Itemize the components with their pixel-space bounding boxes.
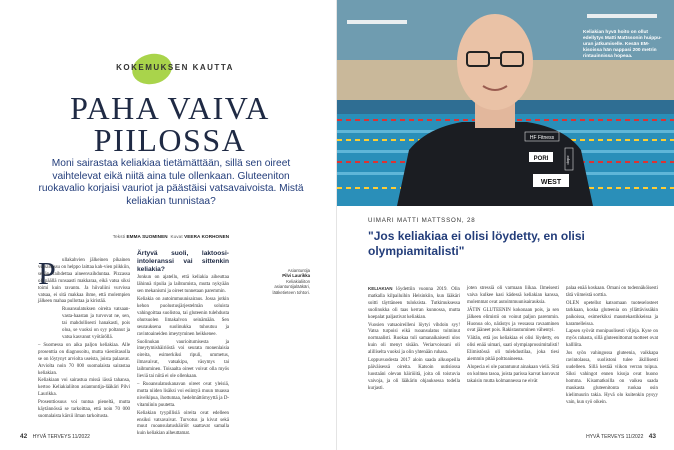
shirt-logo-4: dopo (565, 155, 570, 165)
paragraph: Suolinukan vaurioitumisesta ja imeytymishäiriöstä voi seurata monenlaisia oireita, esimerkiksi ripuli, ummetus, ilmavaivat, vatsakipu, väsymys tai laihtuminen. Toisaalta oireet voivat olla myös lieviä tai niitä ei ole ollenkaan. (137, 339, 229, 380)
photo-caption: Keliakian hyvä hoito on ollut edellytys Matti Mattssonin huippu-uran jatkumiselle. Kesän EM-kisoissa hän nappasi 200 metrin rintauinnissa hopeaa. (583, 30, 662, 59)
interview-column-3 (566, 286, 658, 407)
paragraph: – Suomessa on aika paljon keliakiaa. Alle prosenttia on diagnosoitu, mutta väestötasolla se on löytynyt arviolta useista, joista palaavat. Arviolta noin 70 000 suomalaista sairastaa keliakian. (38, 342, 130, 376)
magazine-issue-right: HYVÄ TERVEYS 11/2022 (586, 434, 644, 440)
byline-text-label: Teksti (112, 234, 126, 239)
section-kicker (110, 54, 240, 84)
page-number-right: 43 (648, 433, 656, 440)
body-column-2 (137, 250, 229, 439)
paragraph: Jonkun on ajatellu, että keliakia aiheuttaa lähinnä ripulia ja laihtumista, mutta nykyään sen mekanismi ja oireet tunnetaan paremmin. (137, 275, 229, 295)
byline-author: EMMA SUOMINEN (126, 234, 168, 239)
folio-right (586, 433, 656, 440)
paragraph: – Ruoansulatuskanavan oireet ovat yleisiä, mutta niiden lisäksi voi esiintyä muun muassa nivelkipua, ihottumaa, hedelmättömyyttä ja D-vitamiinin puutetta. (137, 381, 229, 408)
paragraph: palaa enää koskaan. Omani on todennäköisesti tätä viimeistä sorttia. (566, 286, 658, 298)
paragraph: Prosenttiosuus voi tuntua pieneltä, mutta käytännössä se tarkoittaa, että noin 70 000 suomalaista kärsii ilman tarkoitusta. (38, 400, 130, 419)
paragraph: JÄTIN GLUTEENIN kokonaan pois, ja sen jälkeen elimistö on voinut paljon paremmin. Huonoa olo, närästys ja vessassa ravaaminen ovat jääneet pois. Rakistautuminen vähentyi. (467, 307, 559, 334)
paragraph: Vuosien vatsaoireilleni löytyi vihdoin syy! Vatsa turpoisi eikä ruoansulatus toiminut normaalisti. Ruokaa tuli samanaikaisesti ulos kuin oli menyt sisään. Veriarvoissani oli alilliselta vuoksi ja olin yhtenään ruhasa. (368, 322, 460, 356)
paragraph (368, 286, 460, 322)
paragraph: ullakahvien jälkeinen pikainen vessareissu on helppo laittaa kah-vien piikkiin, sehän vaihdettaa aineenvaihduntaa. Pizzassa oli päällä runsaasti makkaraa, eikä vatsa siksi toimi kuin ravantu. Ja hiivaliini vurvissa vatsaa, ei sitä makkaa ihme, että molempien jälkeen mahaa pullottaa ja kiristää. (38, 258, 130, 305)
shirt-logo-1: HF Fitness (529, 135, 555, 141)
kicker-text: KOKEMUKSEN KAUTTA (116, 63, 234, 72)
interview-kicker: UIMARI MATTI MATTSSON, 28 (368, 217, 476, 224)
paragraph: Jos syön vahingossa gluteenia, vaikkapa ravintolassa, suolistoni tulee äkillisesti uudelleen. Sillä kestää viikon verran toipua. Siksi vahingot ennen kisoja ovat huono homma. Kisamatkoilla on vaikea saada maukasta gluteenitonta ruokaa osin kielimuurin takia. Hyvä olo kuitenkin pysyy vain, kun syö oikein. (566, 351, 658, 405)
paragraph-text: löydettiin vuonna 2019. Olin matkalla kilpailuihin Helsinkiin, kun lääkäri soitti täyttäneen tuloksista. Tutkimuksessa suolinukka oli taas kerran kunnossa, mutta koepalat paljastivat keliakian. (368, 287, 460, 320)
expert-name: Pilvi Laurikka (282, 273, 310, 279)
shirt-logo-2: PORI (533, 156, 549, 162)
paragraph-lead: KELIAKIAN (368, 286, 393, 291)
paragraph: Ruoansulatuksen oireita vatsaan-vasta-haastan ja turvovat ne, sen, tai mahdollisesti hanakasti, pois oloa, se vuoksi on syy poltanut ja vatsa kasvanut vyötäröllä. (62, 307, 130, 340)
body-column-1 (38, 255, 130, 422)
expert-description: Keliakialiiton asiantuntijalääkäri, lääketieteen tohtori. (272, 278, 310, 295)
paragraph: Keliakia on autoimmuunisairaus. Jossa jotkin kehon puolustusjärjestelmän soluista vahingoittaa suolistoa, tai gluteenin tulehdusta ohutsuolen limakalvon seinämään. Sen seurauksena suolinukka tuhoutuu ja ravintoaineiden imeytyminen heikkenee. (137, 297, 229, 337)
paragraph: OLEN opetellut katsomaan tuoteselosteet tarkkaan, koska gluteenia on yllättävissäkin paikoissa, esimerkiksi maustekastikkeissa ja karamelleissa. (566, 300, 658, 327)
paragraph: Keliakian tyypillisiä oireita ovat edelleen ensiksi vatsavaivat. Turvotus ja kivut sekä muut ruoansulatushäiriöt saattavat samalla kuin keliakian aiheuttamat. (137, 410, 229, 437)
headline-line-1: PAHA VAIVA (70, 90, 270, 126)
paragraph: Väitän, että jos keliakiaa ei olisi löydetty, en olisi enää uimari, saati olympiaprossimitalisti! Elimistössä oli tulehdustilaa, joka tiesi aiemmin pitää polttoaineena. (467, 336, 559, 363)
byline (28, 234, 314, 239)
paragraph: Keliakiaan voi sairastua missä iässä tahansa, kertoo Keliakialiiton asiantuntija-lääkäri Pilvi Laurikka. (38, 378, 130, 398)
paragraph: Alopecia ei ole parantunut ainakaan vielä. Sitä on kolmea tasoa, joista parissa karvat kasvavat takaisin mutta kolmannessa ne eivät (467, 364, 559, 384)
article-lead: Moni sairastaa keliakiaa tietämättään, sillä sen oireet vaihtelevat eikä niitä aina tule ollenkaan. Gluteeniton ruokavalio korjaisi vauriot ja päästäisi vatsavaivoista. Mistä keliakian tunnistaa? (38, 158, 304, 207)
page-number-left: 42 (20, 433, 28, 440)
byline-photographer: VEERA KORHONEN (184, 234, 230, 239)
pull-quote: "Jos keliakiaa ei olisi löydetty, en olisi olympiamitalisti" (368, 229, 585, 258)
interview-column-1 (368, 286, 460, 394)
expert-caption (262, 268, 310, 295)
folio-left (20, 433, 90, 440)
article-headline (40, 92, 300, 156)
expert-role: Asiantuntija (287, 268, 310, 273)
drop-cap: P (38, 255, 56, 291)
shirt-logo-3: WEST (540, 179, 562, 186)
byline-photo-label: Kuvat (170, 234, 183, 239)
magazine-issue-left: HYVÄ TERVEYS 11/2022 (32, 434, 90, 440)
section-subhead: Ärtyvä suoli, laktoosi-intoleranssi vai sittenkin keliakia? (137, 250, 229, 273)
interview-column-2 (467, 286, 559, 387)
paragraph: joten stressiä oli varmaan liikaa. Ilmeisesti vaiva kulkee kasi kädessä keliakian kanssa, molemmat ovat autoimmuunisairauksia. (467, 286, 559, 305)
headline-line-2: PIILOSSA (93, 122, 247, 158)
paragraph: Lapsen syövät monipuolisesti viljoja. Kyse on myös rahasta, sillä gluteenittomat tuotteet ovat kallliita. (566, 329, 658, 349)
paragraph: Loppuvuodesta 2017 aloin saada alkuopeilla päiväisessä oireita. Katsoin uutisiossa luostaäni olevan häiriöitä, joita oli toistuvia vaivoja, ja oli lääkärin ohjauksessa todella kurjasti. (368, 358, 460, 391)
